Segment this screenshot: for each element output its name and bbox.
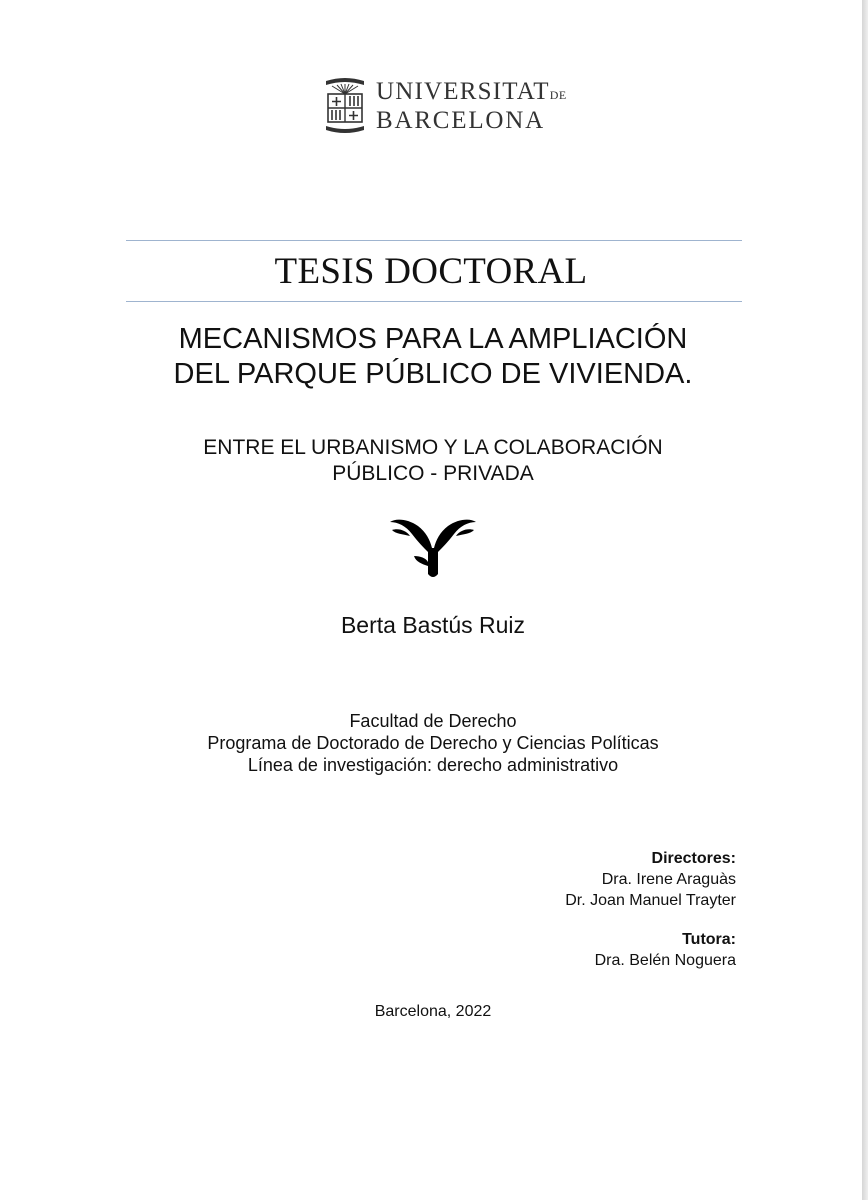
directors-block <box>565 848 736 911</box>
directors-heading: Directores: <box>651 850 736 867</box>
title-rule-bottom <box>126 301 742 302</box>
page-edge <box>862 0 868 1200</box>
fleuron-ornament-icon <box>388 516 478 578</box>
director-name: Dr. Joan Manuel Trayter <box>565 892 736 909</box>
thesis-title: MECANISMOS PARA LA AMPLIACIÓN DEL PARQUE PÚBLICO DE VIVIENDA. <box>173 323 693 390</box>
title-rule-top <box>126 240 742 241</box>
author-name: Berta Bastús Ruiz <box>340 612 526 638</box>
university-logo <box>324 76 567 134</box>
tutor-name: Dra. Belén Noguera <box>594 952 736 969</box>
thesis-subtitle: ENTRE EL URBANISMO Y LA COLABORACIÓN PÚBLICO - PRIVADA <box>203 436 663 485</box>
tutor-heading: Tutora: <box>682 931 736 948</box>
director-name: Dra. Irene Araguàs <box>601 871 736 888</box>
logo-name-line2: BARCELONA <box>376 107 545 134</box>
thesis-type: TESIS DOCTORAL <box>274 251 588 292</box>
tutor-block <box>595 929 736 971</box>
place-date: Barcelona, 2022 <box>374 1003 492 1020</box>
university-seal-icon <box>324 76 366 134</box>
logo-name-line1: UNIVERSITATDE <box>376 78 567 105</box>
faculty-block: Facultad de Derecho Programa de Doctorado de Derecho y Ciencias Políticas Línea de investigación: derecho administrativo <box>207 711 659 775</box>
